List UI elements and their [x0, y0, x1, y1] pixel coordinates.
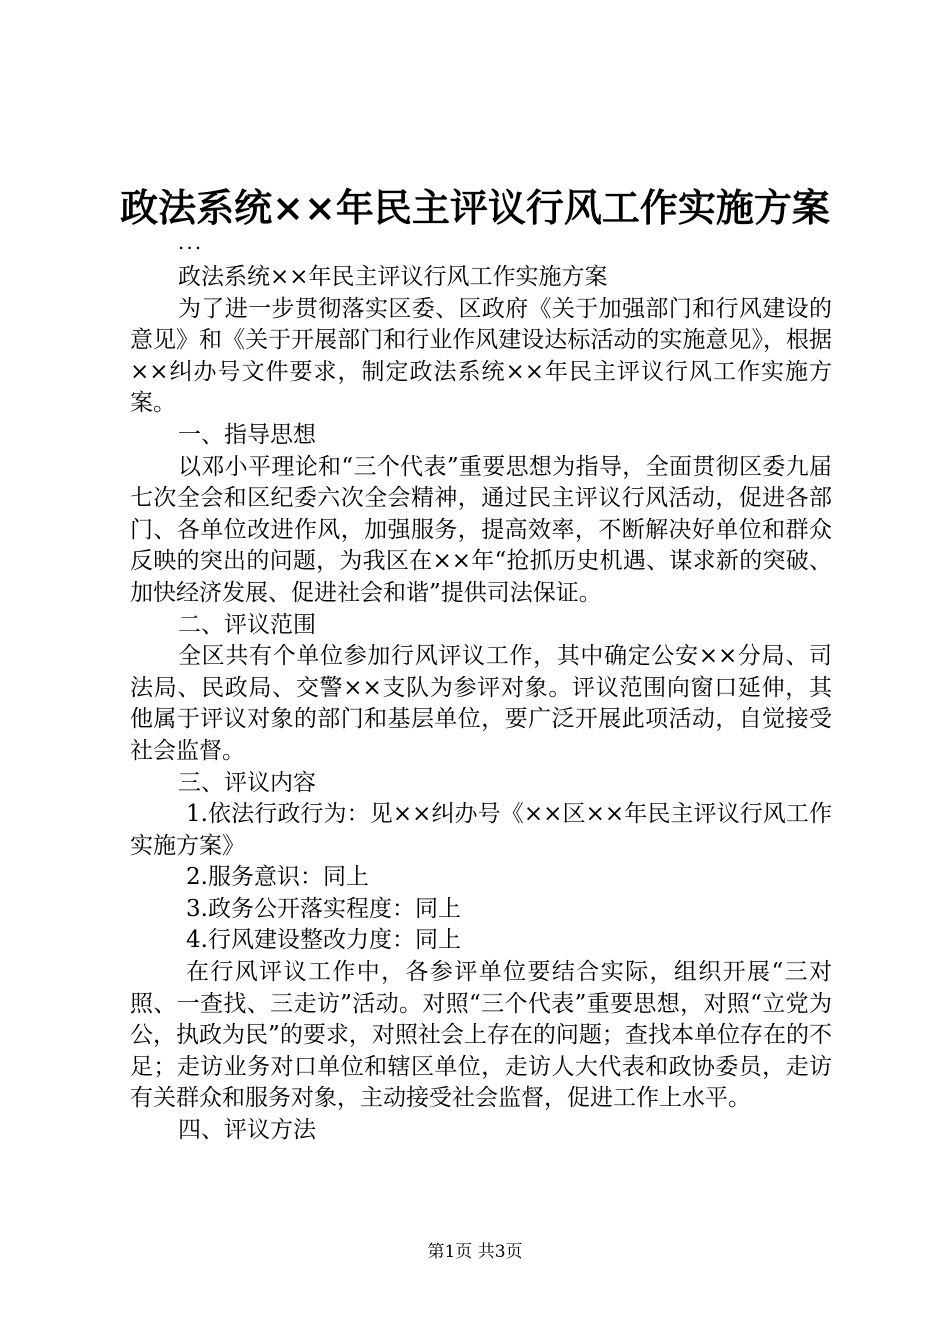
section-heading-method: 四、评议方法 — [178, 1117, 316, 1144]
page-footer: 第1页 共3页 — [427, 1242, 523, 1262]
list-item-2: 2.服务意识：同上 — [186, 864, 369, 891]
document-body — [130, 262, 832, 1147]
ellipsis-marker: ... — [178, 230, 204, 254]
paragraph-intro: 为了进一步贯彻落实区委、区政府《关于加强部门和行风建设的意见》和《关于开展部门和行业作风建设达标活动的实施意见》，根据××纠办号文件要求，制定政法系统××年民主评议行风工作实施方案。 — [130, 295, 832, 417]
paragraph-guiding-ideology: 以邓小平理论和“三个代表”重要思想为指导，全面贯彻区委九届七次全会和区纪委六次全会精神，通过民主评议行风活动，促进各部门、各单位改进作风，加强服务，提高效率，不断解决好单位和群众反映的突出的问题，为我区在××年“抢抓历史机遇、谋求新的突破、加快经济发展、促进社会和谐”提供司法保证。 — [130, 453, 832, 606]
section-heading-guiding-ideology: 一、指导思想 — [178, 421, 316, 448]
paragraph-scope: 全区共有个单位参加行风评议工作，其中确定公安××分局、司法局、民政局、交警××支队为参评对象。评议范围向窗口延伸，其他属于评议对象的部门和基层单位，要广泛开展此项活动，自觉接受社会监督。 — [130, 643, 832, 764]
list-item-4: 4.行风建设整改力度：同上 — [186, 927, 461, 954]
section-heading-content: 三、评议内容 — [178, 769, 316, 796]
document-title: 政法系统××年民主评议行风工作实施方案 — [120, 185, 830, 230]
section-heading-scope: 二、评议范围 — [178, 611, 316, 638]
paragraph-repeated-title: 政法系统××年民主评议行风工作实施方案 — [178, 264, 608, 290]
list-item-1: 1.依法行政行为：见××纠办号《××区××年民主评议行风工作实施方案》 — [130, 801, 832, 859]
paragraph-activities: 在行风评议工作中，各参评单位要结合实际，组织开展“三对照、一查找、三走访”活动。对照“三个代表”重要思想，对照“立党为公，执政为民”的要求，对照社会上存在的问题；查找本单位存在的不足；走访业务对口单位和辖区单位，走访人大代表和政协委员，走访有关群众和服务对象，主动接受社会监督，促进工作上水平。 — [130, 959, 832, 1112]
list-item-3: 3.政务公开落实程度：同上 — [186, 895, 461, 922]
